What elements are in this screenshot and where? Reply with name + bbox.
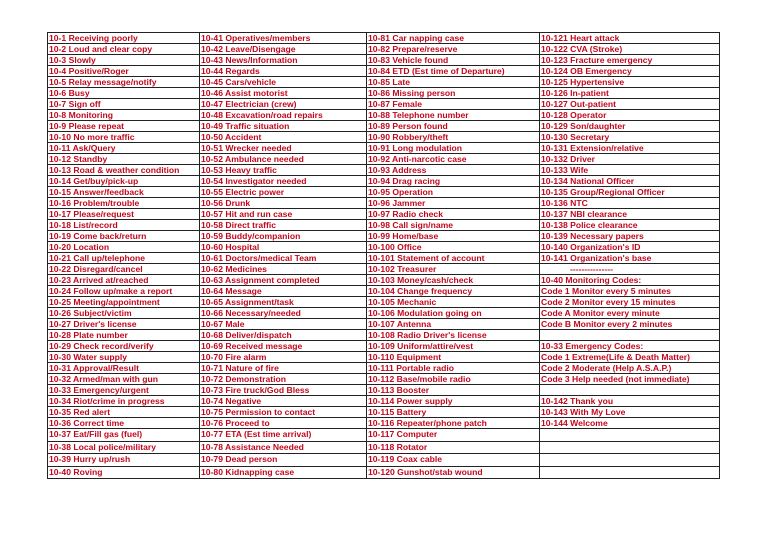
table-row (48, 66, 720, 77)
table-row (48, 242, 720, 253)
code-cell: 10-19 Come back/return (48, 231, 200, 242)
code-cell: 10-56 Drunk (200, 198, 367, 209)
code-cell: 10-102 Treasurer (367, 264, 540, 275)
code-cell: 10-20 Location (48, 242, 200, 253)
code-cell (540, 466, 720, 479)
code-cell: 10-66 Necessary/needed (200, 308, 367, 319)
code-cell: 10-98 Call sign/name (367, 220, 540, 231)
code-cell: 10-57 Hit and run case (200, 209, 367, 220)
code-cell: 10-9 Please repeat (48, 121, 200, 132)
table-row (48, 341, 720, 352)
code-cell: 10-119 Coax cable (367, 454, 540, 467)
code-cell: 10-95 Operation (367, 187, 540, 198)
code-cell: 10-101 Statement of account (367, 253, 540, 264)
code-cell: Code 1 Monitor every 5 minutes (540, 286, 720, 297)
table-row (48, 154, 720, 165)
code-cell: 10-61 Doctors/medical Team (200, 253, 367, 264)
table-row (48, 441, 720, 454)
code-cell: 10-126 In-patient (540, 88, 720, 99)
code-cell: 10-74 Negative (200, 396, 367, 407)
code-cell: 10-47 Electrician (crew) (200, 99, 367, 110)
table-row (48, 297, 720, 308)
code-cell: 10-35 Red alert (48, 407, 200, 418)
code-cell: 10-7 Sign off (48, 99, 200, 110)
code-cell: 10-109 Uniform/attire/vest (367, 341, 540, 352)
code-cell: 10-43 News/Information (200, 55, 367, 66)
code-cell: 10-68 Deliver/dispatch (200, 330, 367, 341)
code-cell: 10-17 Please/request (48, 209, 200, 220)
code-cell (540, 330, 720, 341)
code-cell: 10-5 Relay message/notify (48, 77, 200, 88)
code-cell: 10-71 Nature of fire (200, 363, 367, 374)
table-row (48, 121, 720, 132)
table-row (48, 352, 720, 363)
code-cell: 10-73 Fire truck/God Bless (200, 385, 367, 396)
code-cell: 10-14 Get/buy/pick-up (48, 176, 200, 187)
code-cell: 10-138 Police clearance (540, 220, 720, 231)
code-cell: 10-37 Eat/Fill gas (fuel) (48, 429, 200, 442)
code-cell (540, 429, 720, 442)
code-cell: 10-38 Local police/military (48, 441, 200, 454)
code-cell: 10-32 Armed/man with gun (48, 374, 200, 385)
code-cell: 10-114 Power supply (367, 396, 540, 407)
code-cell: 10-31 Approval/Result (48, 363, 200, 374)
code-cell: 10-84 ETD (Est time of Departure) (367, 66, 540, 77)
code-cell: 10-40 Monitoring Codes: (540, 275, 720, 286)
code-cell: 10-33 Emergency Codes: (540, 341, 720, 352)
code-cell: 10-81 Car napping case (367, 33, 540, 44)
table-row (48, 77, 720, 88)
table-row (48, 275, 720, 286)
radio-codes-body (48, 33, 720, 479)
code-cell: 10-127 Out-patient (540, 99, 720, 110)
code-cell: Code 1 Extreme(Life & Death Matter) (540, 352, 720, 363)
code-cell: 10-65 Assignment/task (200, 297, 367, 308)
code-cell: 10-10 No more traffic (48, 132, 200, 143)
code-cell: 10-106 Modulation going on (367, 308, 540, 319)
code-cell: 10-142 Thank you (540, 396, 720, 407)
code-cell: 10-40 Roving (48, 466, 200, 479)
table-row (48, 110, 720, 121)
code-cell: 10-130 Secretary (540, 132, 720, 143)
code-cell: 10-105 Mechanic (367, 297, 540, 308)
code-cell: 10-124 OB Emergency (540, 66, 720, 77)
code-cell: 10-93 Address (367, 165, 540, 176)
code-cell (540, 441, 720, 454)
code-cell: 10-108 Radio Driver's license (367, 330, 540, 341)
table-row (48, 209, 720, 220)
code-cell: 10-63 Assignment completed (200, 275, 367, 286)
table-row (48, 418, 720, 429)
table-row (48, 330, 720, 341)
table-row (48, 466, 720, 479)
table-row (48, 454, 720, 467)
code-cell: 10-3 Slowly (48, 55, 200, 66)
table-row (48, 165, 720, 176)
code-cell: Code A Monitor every minute (540, 308, 720, 319)
code-cell: 10-42 Leave/Disengage (200, 44, 367, 55)
code-cell: 10-1 Receiving poorly (48, 33, 200, 44)
code-cell: 10-4 Positive/Roger (48, 66, 200, 77)
code-cell: 10-78 Assistance Needed (200, 441, 367, 454)
code-cell: 10-27 Driver's license (48, 319, 200, 330)
table-row (48, 231, 720, 242)
code-cell: 10-44 Regards (200, 66, 367, 77)
code-cell: Code 2 Moderate (Help A.S.A.P.) (540, 363, 720, 374)
code-cell: 10-16 Problem/trouble (48, 198, 200, 209)
code-cell: 10-55 Electric power (200, 187, 367, 198)
code-cell: 10-90 Robbery/theft (367, 132, 540, 143)
code-cell: 10-107 Antenna (367, 319, 540, 330)
code-cell: 10-54 Investigator needed (200, 176, 367, 187)
code-cell: 10-70 Fire alarm (200, 352, 367, 363)
code-cell: 10-15 Answer/feedback (48, 187, 200, 198)
code-cell: 10-69 Received message (200, 341, 367, 352)
table-row (48, 99, 720, 110)
code-cell: 10-72 Demonstration (200, 374, 367, 385)
code-cell: 10-36 Correct time (48, 418, 200, 429)
table-row (48, 264, 720, 275)
table-row (48, 385, 720, 396)
code-cell: 10-139 Necessary papers (540, 231, 720, 242)
code-cell: 10-111 Portable radio (367, 363, 540, 374)
code-cell: Code 3 Help needed (not immediate) (540, 374, 720, 385)
code-cell: 10-110 Equipment (367, 352, 540, 363)
table-row (48, 220, 720, 231)
code-cell: 10-67 Male (200, 319, 367, 330)
code-cell: 10-53 Heavy traffic (200, 165, 367, 176)
table-row (48, 176, 720, 187)
code-cell: 10-141 Organization's base (540, 253, 720, 264)
code-cell: 10-58 Direct traffic (200, 220, 367, 231)
code-cell: 10-45 Cars/vehicle (200, 77, 367, 88)
code-cell: 10-87 Female (367, 99, 540, 110)
table-row (48, 132, 720, 143)
code-cell: 10-89 Person found (367, 121, 540, 132)
table-row (48, 143, 720, 154)
code-cell: 10-8 Monitoring (48, 110, 200, 121)
code-cell (540, 454, 720, 467)
code-cell: 10-97 Radio check (367, 209, 540, 220)
code-cell: 10-134 National Officer (540, 176, 720, 187)
code-cell: 10-39 Hurry up/rush (48, 454, 200, 467)
code-cell: 10-136 NTC (540, 198, 720, 209)
code-cell: 10-30 Water supply (48, 352, 200, 363)
table-row (48, 55, 720, 66)
code-cell: 10-144 Welcome (540, 418, 720, 429)
code-cell: 10-129 Son/daughter (540, 121, 720, 132)
table-row (48, 88, 720, 99)
table-row (48, 374, 720, 385)
table-row (48, 308, 720, 319)
code-cell: 10-131 Extension/relative (540, 143, 720, 154)
code-cell: 10-48 Excavation/road repairs (200, 110, 367, 121)
code-cell: 10-51 Wrecker needed (200, 143, 367, 154)
code-cell: 10-135 Group/Regional Officer (540, 187, 720, 198)
code-cell: 10-140 Organization's ID (540, 242, 720, 253)
code-cell: 10-21 Call up/telephone (48, 253, 200, 264)
code-cell: 10-123 Fracture emergency (540, 55, 720, 66)
code-cell: 10-28 Plate number (48, 330, 200, 341)
code-cell: 10-23 Arrived at/reached (48, 275, 200, 286)
code-cell: 10-80 Kidnapping case (200, 466, 367, 479)
code-cell: 10-64 Message (200, 286, 367, 297)
table-row (48, 44, 720, 55)
code-cell: 10-29 Check record/verify (48, 341, 200, 352)
code-cell: 10-103 Money/cash/check (367, 275, 540, 286)
code-cell: 10-96 Jammer (367, 198, 540, 209)
table-row (48, 286, 720, 297)
code-cell (540, 385, 720, 396)
code-cell: 10-76 Proceed to (200, 418, 367, 429)
code-cell: 10-11 Ask/Query (48, 143, 200, 154)
code-cell: 10-34 Riot/crime in progress (48, 396, 200, 407)
code-cell: 10-77 ETA (Est time arrival) (200, 429, 367, 442)
code-cell: 10-59 Buddy/companion (200, 231, 367, 242)
code-cell: 10-128 Operator (540, 110, 720, 121)
code-cell: 10-137 NBI clearance (540, 209, 720, 220)
code-cell: 10-133 Wife (540, 165, 720, 176)
code-cell: 10-116 Repeater/phone patch (367, 418, 540, 429)
code-cell: 10-86 Missing person (367, 88, 540, 99)
code-cell: 10-24 Follow up/make a report (48, 286, 200, 297)
code-cell: 10-132 Driver (540, 154, 720, 165)
code-cell: 10-120 Gunshot/stab wound (367, 466, 540, 479)
code-cell: Code 2 Monitor every 15 minutes (540, 297, 720, 308)
code-cell: 10-41 Operatives/members (200, 33, 367, 44)
code-cell: 10-85 Late (367, 77, 540, 88)
code-cell: 10-117 Computer (367, 429, 540, 442)
code-cell: 10-79 Dead person (200, 454, 367, 467)
code-cell: 10-122 CVA (Stroke) (540, 44, 720, 55)
table-row (48, 319, 720, 330)
code-cell: 10-115 Battery (367, 407, 540, 418)
table-row (48, 396, 720, 407)
table-row (48, 33, 720, 44)
table-row (48, 429, 720, 442)
code-cell: --------------- (540, 264, 720, 275)
code-cell: 10-91 Long modulation (367, 143, 540, 154)
code-cell: 10-92 Anti-narcotic case (367, 154, 540, 165)
code-cell: 10-6 Busy (48, 88, 200, 99)
code-cell: 10-26 Subject/victim (48, 308, 200, 319)
code-cell: 10-82 Prepare/reserve (367, 44, 540, 55)
code-cell: 10-22 Disregard/cancel (48, 264, 200, 275)
code-cell: 10-83 Vehicle found (367, 55, 540, 66)
code-cell: 10-121 Heart attack (540, 33, 720, 44)
code-cell: 10-99 Home/base (367, 231, 540, 242)
code-cell: 10-49 Traffic situation (200, 121, 367, 132)
code-cell: 10-12 Standby (48, 154, 200, 165)
code-cell: 10-2 Loud and clear copy (48, 44, 200, 55)
code-cell: 10-94 Drag racing (367, 176, 540, 187)
table-row (48, 363, 720, 374)
code-cell: 10-13 Road & weather condition (48, 165, 200, 176)
code-cell: 10-112 Base/mobile radio (367, 374, 540, 385)
code-cell: 10-113 Booster (367, 385, 540, 396)
code-cell: 10-52 Ambulance needed (200, 154, 367, 165)
code-cell: 10-104 Change frequency (367, 286, 540, 297)
code-cell: 10-88 Telephone number (367, 110, 540, 121)
code-cell: 10-60 Hospital (200, 242, 367, 253)
code-cell: 10-25 Meeting/appointment (48, 297, 200, 308)
code-cell: 10-143 With My Love (540, 407, 720, 418)
table-row (48, 198, 720, 209)
code-cell: 10-125 Hypertensive (540, 77, 720, 88)
code-cell: 10-33 Emergency/urgent (48, 385, 200, 396)
code-cell: 10-75 Permission to contact (200, 407, 367, 418)
code-cell: 10-18 List/record (48, 220, 200, 231)
code-cell: 10-46 Assist motorist (200, 88, 367, 99)
table-row (48, 407, 720, 418)
code-cell: 10-100 Office (367, 242, 540, 253)
code-cell: 10-62 Medicines (200, 264, 367, 275)
radio-codes-table (47, 32, 720, 479)
table-row (48, 253, 720, 264)
code-cell: Code B Monitor every 2 minutes (540, 319, 720, 330)
code-cell: 10-118 Rotator (367, 441, 540, 454)
table-row (48, 187, 720, 198)
code-cell: 10-50 Accident (200, 132, 367, 143)
